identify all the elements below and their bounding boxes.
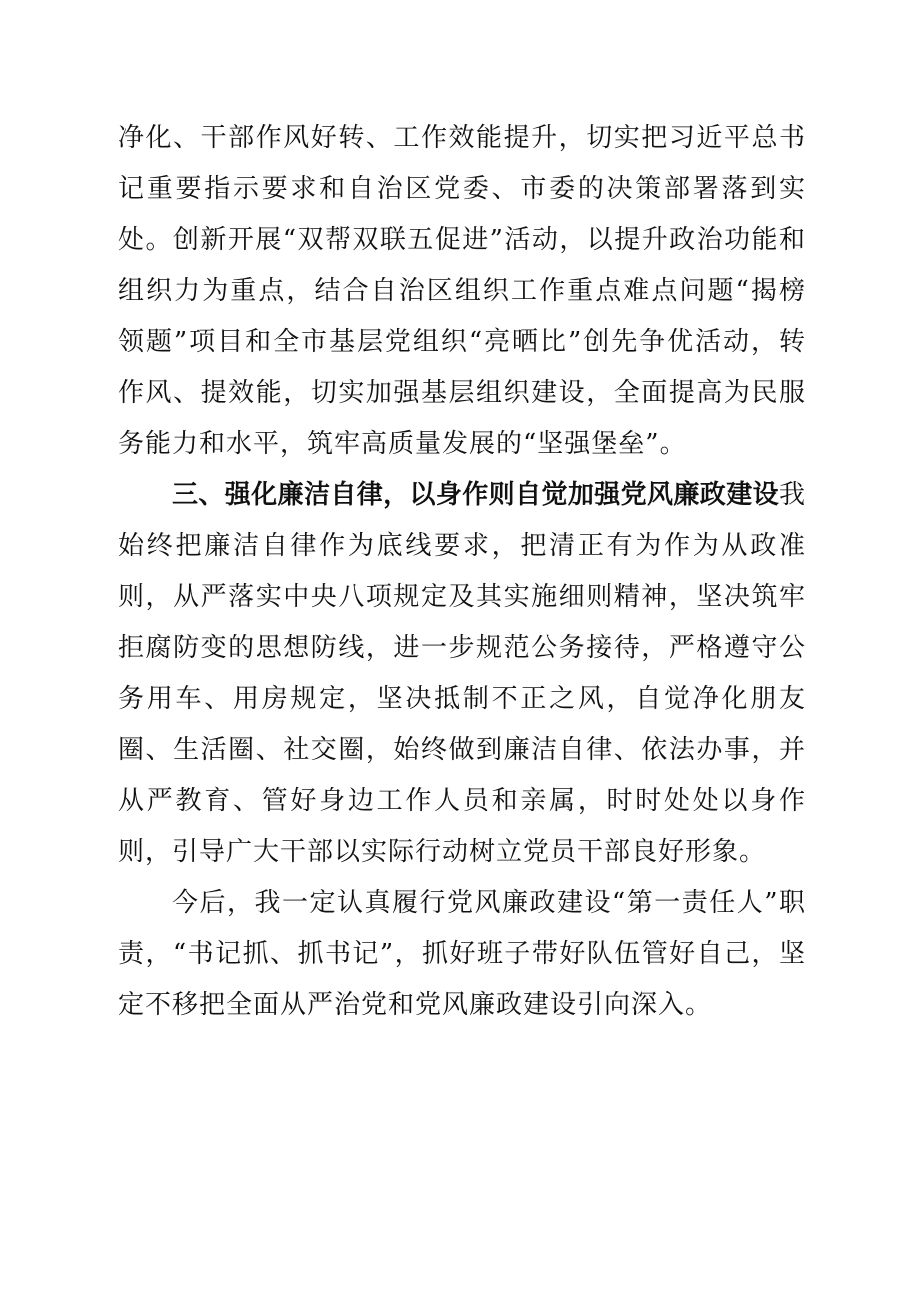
document-body [118,113,806,1031]
paragraph-section-three [118,470,806,878]
paragraph-continued: 净化、干部作风好转、工作效能提升，切实把习近平总书记重要指示要求和自治区党委、市委的决策部署落到实处。创新开展“双帮双联五促进”活动，以提升政治功能和组织力为重点，结合自治区组织工作重点难点问题“揭榜领题”项目和全市基层党组织“亮晒比”创先争优活动，转作风、提效能，切实加强基层组织建设，全面提高为民服务能力和水平，筑牢高质量发展的“坚强堡垒”。 [118,123,806,459]
paragraph-closing: 今后，我一定认真履行党风廉政建设“第一责任人”职责，“书记抓、抓书记”，抓好班子带好队伍管好自己，坚定不移把全面从严治党和党风廉政建设引向深入。 [118,888,806,1020]
section-body-text: 我始终把廉洁自律作为底线要求，把清正有为作为从政准则，从严落实中央八项规定及其实施细则精神，坚决筑牢拒腐防变的思想防线，进一步规范公务接待，严格遵守公务用车、用房规定，坚决抵制不正之风，自觉净化朋友圈、生活圈、社交圈，始终做到廉洁自律、依法办事，并从严教育、管好身边工作人员和亲属，时时处处以身作则，引导广大干部以实际行动树立党员干部良好形象。 [118,480,806,867]
section-heading: 三、强化廉洁自律，以身作则自觉加强党风廉政建设 [172,480,779,510]
